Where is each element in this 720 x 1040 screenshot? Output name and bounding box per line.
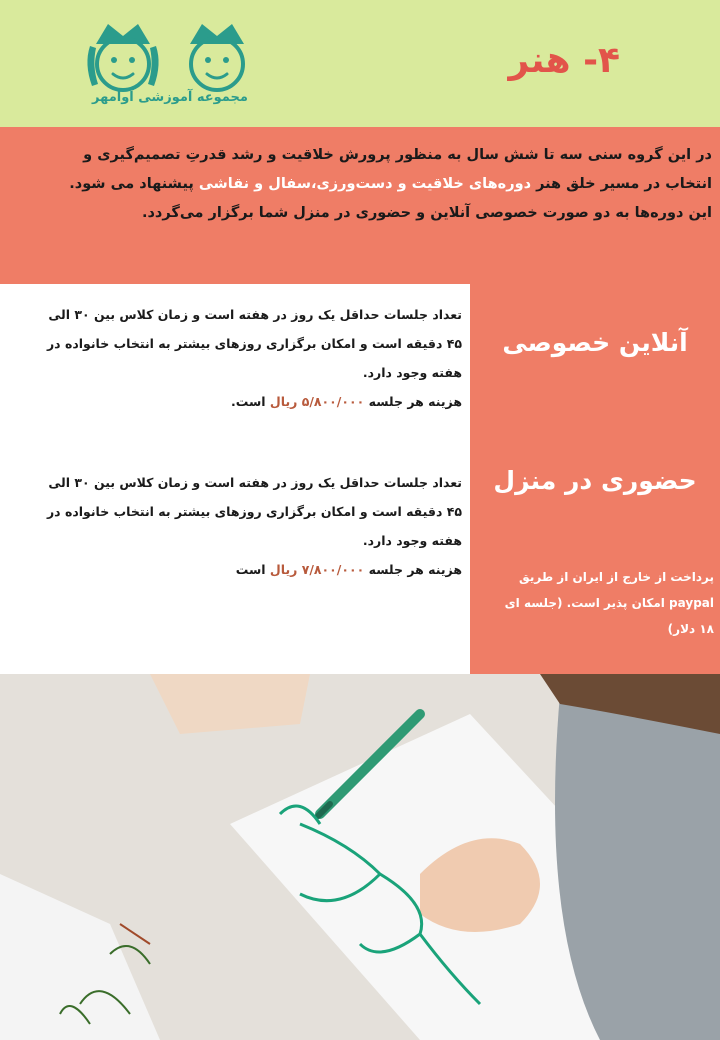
paypal-line-2: paypal امکان پذیر است. (جلسه ای — [504, 596, 714, 610]
online-price-prefix: هزینه هر جلسه — [368, 394, 462, 409]
intro-panel — [0, 127, 720, 284]
child-drawing-illustration — [0, 674, 720, 1040]
online-details — [4, 300, 462, 416]
header-banner — [0, 0, 720, 127]
home-price — [4, 555, 462, 584]
online-price-value: ۵/۸۰۰/۰۰۰ ریال — [269, 394, 365, 409]
online-price-suffix: است. — [231, 394, 266, 409]
intro-line-3: این دوره‌ها به دو صورت خصوصی آنلاین و حضوری در منزل شما برگزار می‌گردد. — [141, 205, 712, 221]
online-line-1: تعداد جلسات حداقل یک روز در هفته است و زمان کلاس بین ۳۰ الی — [48, 307, 462, 322]
home-details — [4, 468, 462, 584]
paypal-line-1: پرداخت از خارج از ایران از طریق — [519, 570, 714, 584]
paypal-line-3: ۱۸ دلار) — [667, 622, 714, 636]
intro-line-2-part-2: پیشنهاد می شود. — [69, 176, 194, 192]
online-price — [4, 387, 462, 416]
intro-line-2-part-1: انتخاب در مسیر خلق هنر — [536, 176, 712, 192]
child-drawing-photo — [0, 674, 720, 1040]
home-price-prefix: هزینه هر جلسه — [368, 562, 462, 577]
online-line-2: ۴۵ دقیقه است و امکان برگزاری روزهای بیشتر به انتخاب خانواده در — [46, 336, 462, 351]
home-line-2: ۴۵ دقیقه است و امکان برگزاری روزهای بیشتر به انتخاب خانواده در — [46, 504, 462, 519]
home-line-3: هفته وجود دارد. — [362, 533, 462, 548]
two-children-logo-icon — [78, 12, 278, 122]
intro-line-2 — [0, 170, 712, 199]
intro-line-1: در این گروه سنی سه تا شش سال به منظور پرورش خلاقیت و رشد قدرتِ تصمیم‌گیری و — [83, 147, 712, 163]
intro-text — [0, 141, 712, 228]
online-line-3: هفته وجود دارد. — [362, 365, 462, 380]
online-private-label: آنلاین خصوصی — [502, 328, 688, 357]
home-visit-label: حضوری در منزل — [493, 466, 697, 495]
home-price-value: ۷/۸۰۰/۰۰۰ ریال — [269, 562, 365, 577]
page-title: ۴- هنر — [508, 40, 620, 81]
logo-text: مجموعه آموزشی آوامهر — [92, 90, 248, 105]
home-price-suffix: است — [235, 562, 266, 577]
paypal-note — [478, 564, 714, 642]
home-line-1: تعداد جلسات حداقل یک روز در هفته است و زمان کلاس بین ۳۰ الی — [48, 475, 462, 490]
intro-highlight-courses: دوره‌های خلاقیت و دست‌ورزی،سفال و نقاشی — [198, 176, 532, 192]
